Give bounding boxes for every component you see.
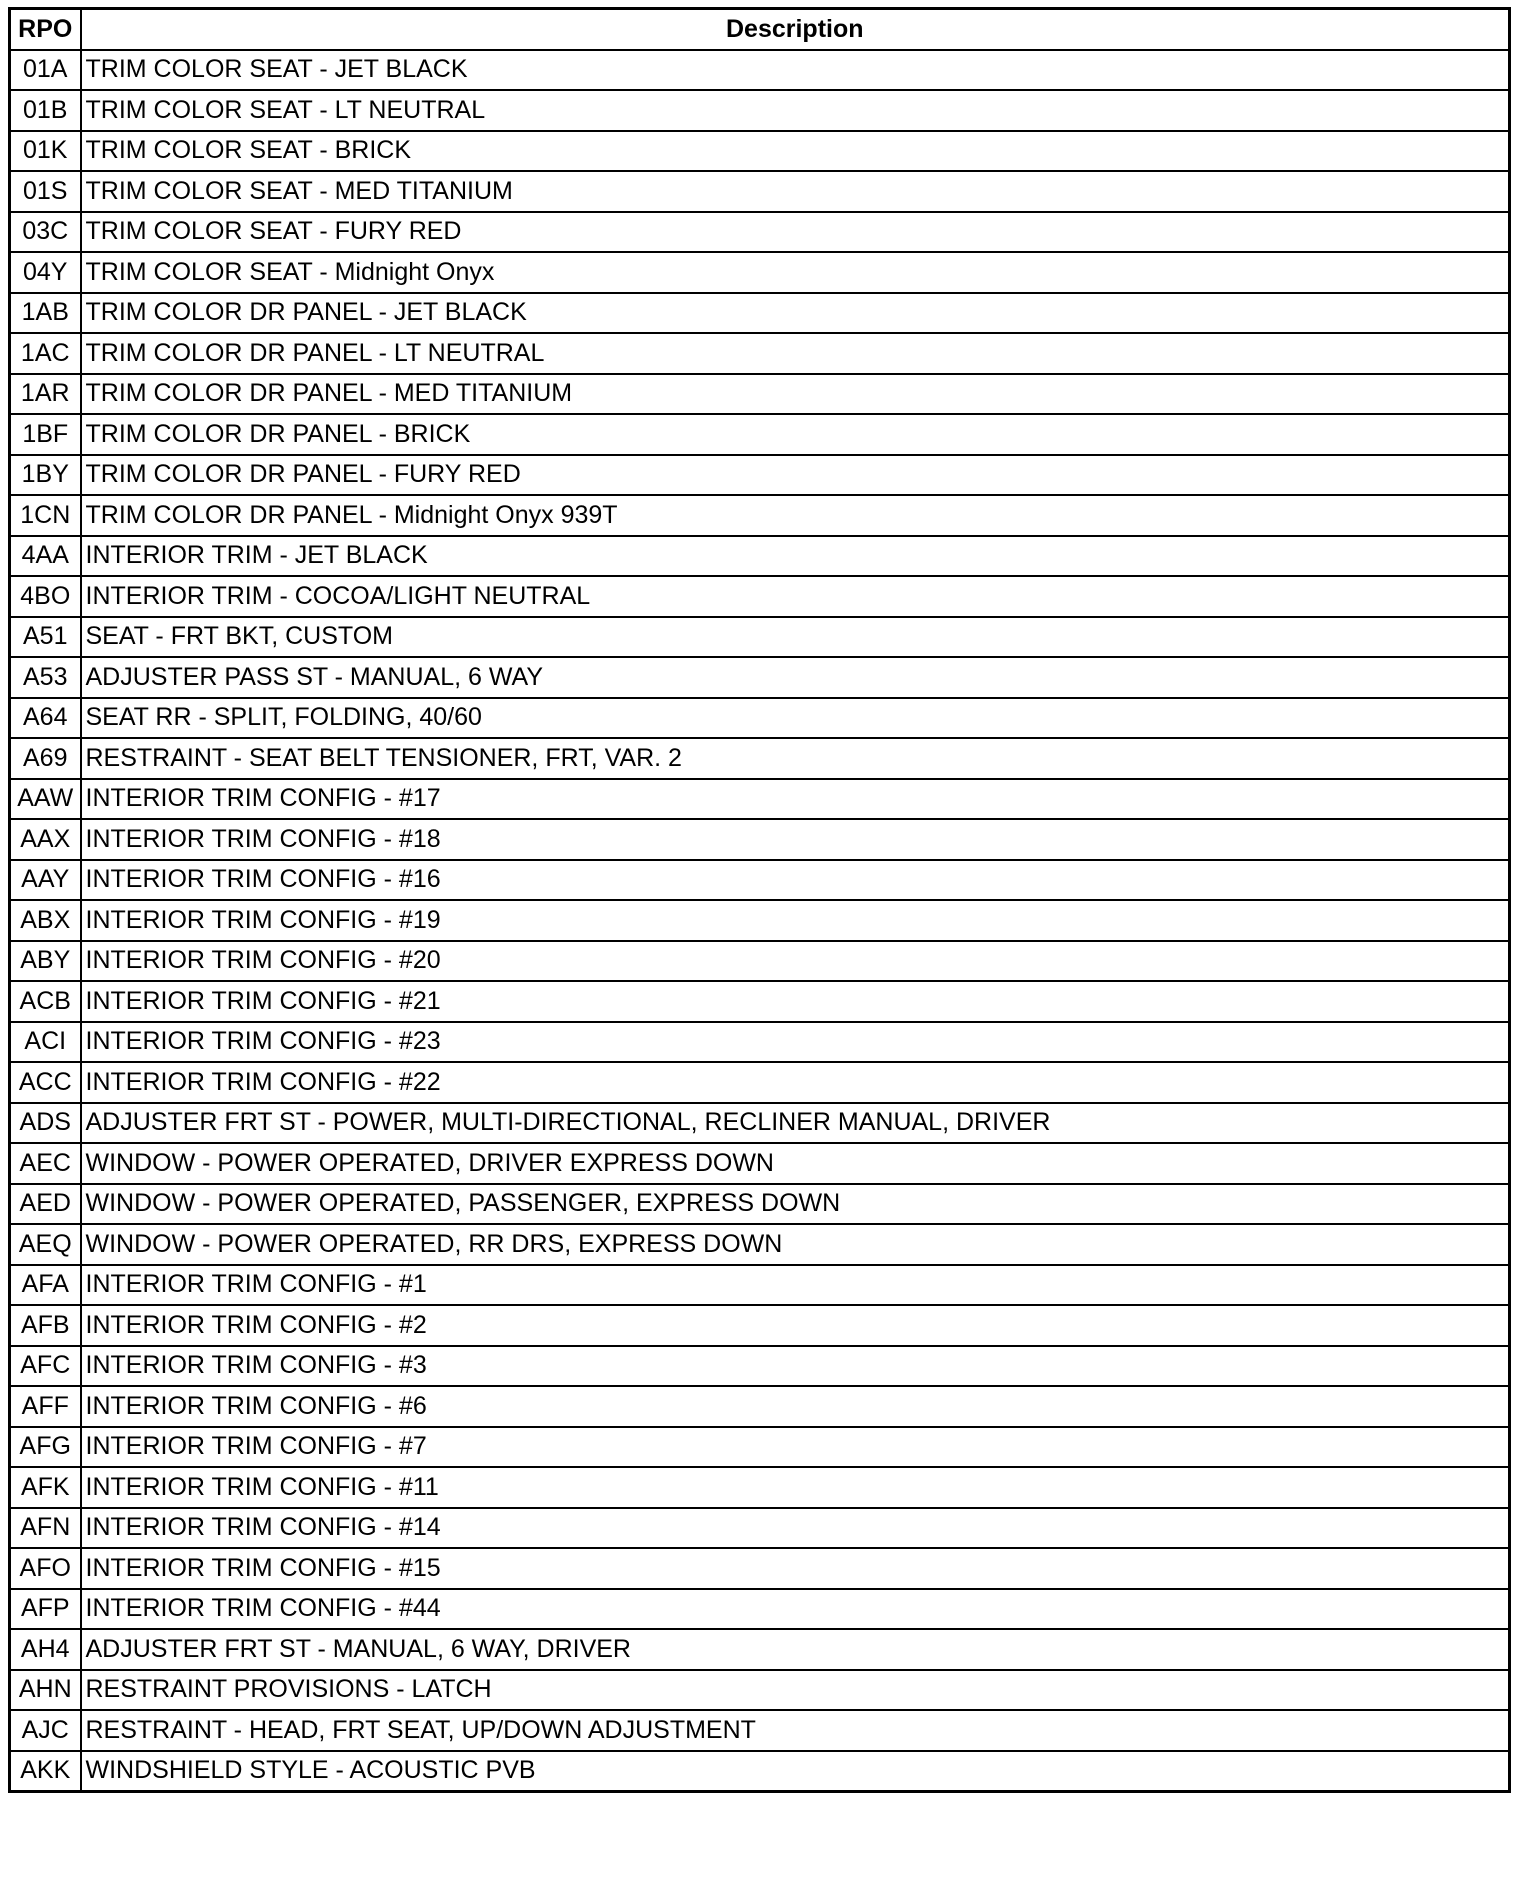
description-cell: WINDOW - POWER OPERATED, PASSENGER, EXPRESS DOWN: [81, 1184, 1510, 1225]
rpo-code-cell: AED: [10, 1184, 81, 1225]
table-row: [10, 131, 1510, 172]
rpo-code-cell: AFB: [10, 1305, 81, 1346]
table-body: [10, 50, 1510, 1792]
rpo-code-cell: 01K: [10, 131, 81, 172]
header-description: Description: [81, 9, 1510, 50]
description-cell: INTERIOR TRIM - COCOA/LIGHT NEUTRAL: [81, 576, 1510, 617]
rpo-code-cell: A69: [10, 738, 81, 779]
description-cell: TRIM COLOR SEAT - LT NEUTRAL: [81, 90, 1510, 131]
table-row: [10, 1265, 1510, 1306]
table-row: [10, 1143, 1510, 1184]
rpo-code-cell: ACI: [10, 1022, 81, 1063]
rpo-code-cell: 01B: [10, 90, 81, 131]
table-row: [10, 90, 1510, 131]
table-row: [10, 779, 1510, 820]
rpo-code-cell: 01S: [10, 171, 81, 212]
description-cell: RESTRAINT - SEAT BELT TENSIONER, FRT, VAR. 2: [81, 738, 1510, 779]
description-cell: TRIM COLOR SEAT - FURY RED: [81, 212, 1510, 253]
description-cell: ADJUSTER FRT ST - MANUAL, 6 WAY, DRIVER: [81, 1629, 1510, 1670]
description-cell: INTERIOR TRIM CONFIG - #14: [81, 1508, 1510, 1549]
description-cell: TRIM COLOR DR PANEL - JET BLACK: [81, 293, 1510, 334]
header-row: [10, 9, 1510, 50]
table-row: [10, 1427, 1510, 1468]
table-row: [10, 333, 1510, 374]
rpo-table: [8, 7, 1511, 1793]
table-row: [10, 252, 1510, 293]
table-row: [10, 1508, 1510, 1549]
rpo-code-cell: AFN: [10, 1508, 81, 1549]
description-cell: INTERIOR TRIM CONFIG - #22: [81, 1062, 1510, 1103]
description-cell: WINDOW - POWER OPERATED, RR DRS, EXPRESS DOWN: [81, 1224, 1510, 1265]
description-cell: INTERIOR TRIM - JET BLACK: [81, 536, 1510, 577]
table-row: [10, 819, 1510, 860]
rpo-code-cell: A53: [10, 657, 81, 698]
rpo-code-cell: 03C: [10, 212, 81, 253]
table-row: [10, 1103, 1510, 1144]
description-cell: INTERIOR TRIM CONFIG - #7: [81, 1427, 1510, 1468]
rpo-code-cell: AFK: [10, 1467, 81, 1508]
description-cell: TRIM COLOR DR PANEL - FURY RED: [81, 455, 1510, 496]
description-cell: SEAT RR - SPLIT, FOLDING, 40/60: [81, 698, 1510, 739]
table-row: [10, 1386, 1510, 1427]
table-row: [10, 1670, 1510, 1711]
table-row: [10, 212, 1510, 253]
rpo-code-cell: ACB: [10, 981, 81, 1022]
rpo-code-cell: 4BO: [10, 576, 81, 617]
table-row: [10, 1751, 1510, 1792]
table-row: [10, 1548, 1510, 1589]
description-cell: SEAT - FRT BKT, CUSTOM: [81, 617, 1510, 658]
rpo-code-cell: AJC: [10, 1710, 81, 1751]
description-cell: INTERIOR TRIM CONFIG - #3: [81, 1346, 1510, 1387]
table-row: [10, 738, 1510, 779]
description-cell: INTERIOR TRIM CONFIG - #19: [81, 900, 1510, 941]
rpo-code-cell: 4AA: [10, 536, 81, 577]
description-cell: TRIM COLOR DR PANEL - Midnight Onyx 939T: [81, 495, 1510, 536]
description-cell: TRIM COLOR SEAT - JET BLACK: [81, 50, 1510, 91]
table-row: [10, 657, 1510, 698]
rpo-code-cell: ABY: [10, 941, 81, 982]
rpo-code-cell: AAY: [10, 860, 81, 901]
description-cell: INTERIOR TRIM CONFIG - #17: [81, 779, 1510, 820]
description-cell: RESTRAINT - HEAD, FRT SEAT, UP/DOWN ADJUSTMENT: [81, 1710, 1510, 1751]
table-row: [10, 1589, 1510, 1630]
rpo-code-cell: AFP: [10, 1589, 81, 1630]
description-cell: INTERIOR TRIM CONFIG - #44: [81, 1589, 1510, 1630]
rpo-code-cell: 04Y: [10, 252, 81, 293]
description-cell: TRIM COLOR SEAT - Midnight Onyx: [81, 252, 1510, 293]
description-cell: TRIM COLOR SEAT - BRICK: [81, 131, 1510, 172]
table-row: [10, 1062, 1510, 1103]
rpo-code-cell: 1CN: [10, 495, 81, 536]
header-rpo: RPO: [10, 9, 81, 50]
rpo-code-cell: 1AC: [10, 333, 81, 374]
rpo-code-cell: AFA: [10, 1265, 81, 1306]
description-cell: INTERIOR TRIM CONFIG - #6: [81, 1386, 1510, 1427]
description-cell: INTERIOR TRIM CONFIG - #23: [81, 1022, 1510, 1063]
rpo-code-cell: AAX: [10, 819, 81, 860]
table-row: [10, 1467, 1510, 1508]
table-row: [10, 1305, 1510, 1346]
table-row: [10, 414, 1510, 455]
rpo-code-cell: AFO: [10, 1548, 81, 1589]
description-cell: ADJUSTER PASS ST - MANUAL, 6 WAY: [81, 657, 1510, 698]
description-cell: INTERIOR TRIM CONFIG - #15: [81, 1548, 1510, 1589]
rpo-code-cell: ABX: [10, 900, 81, 941]
rpo-code-cell: AFF: [10, 1386, 81, 1427]
rpo-code-cell: A64: [10, 698, 81, 739]
description-cell: TRIM COLOR DR PANEL - BRICK: [81, 414, 1510, 455]
description-cell: ADJUSTER FRT ST - POWER, MULTI-DIRECTIONAL, RECLINER MANUAL, DRIVER: [81, 1103, 1510, 1144]
description-cell: INTERIOR TRIM CONFIG - #1: [81, 1265, 1510, 1306]
description-cell: INTERIOR TRIM CONFIG - #20: [81, 941, 1510, 982]
description-cell: RESTRAINT PROVISIONS - LATCH: [81, 1670, 1510, 1711]
rpo-code-cell: ADS: [10, 1103, 81, 1144]
rpo-code-cell: 1AB: [10, 293, 81, 334]
table-row: [10, 455, 1510, 496]
table-header: [10, 9, 1510, 50]
rpo-code-cell: ACC: [10, 1062, 81, 1103]
table-row: [10, 50, 1510, 91]
rpo-code-cell: 1BY: [10, 455, 81, 496]
rpo-code-cell: A51: [10, 617, 81, 658]
table-row: [10, 698, 1510, 739]
table-row: [10, 941, 1510, 982]
description-cell: TRIM COLOR SEAT - MED TITANIUM: [81, 171, 1510, 212]
description-cell: INTERIOR TRIM CONFIG - #11: [81, 1467, 1510, 1508]
rpo-code-cell: AH4: [10, 1629, 81, 1670]
table-row: [10, 171, 1510, 212]
description-cell: INTERIOR TRIM CONFIG - #16: [81, 860, 1510, 901]
rpo-code-cell: 01A: [10, 50, 81, 91]
table-row: [10, 1184, 1510, 1225]
rpo-code-cell: 1AR: [10, 374, 81, 415]
table-row: [10, 495, 1510, 536]
rpo-code-cell: AEC: [10, 1143, 81, 1184]
description-cell: INTERIOR TRIM CONFIG - #21: [81, 981, 1510, 1022]
table-row: [10, 1224, 1510, 1265]
rpo-code-cell: AFC: [10, 1346, 81, 1387]
description-cell: WINDSHIELD STYLE - ACOUSTIC PVB: [81, 1751, 1510, 1792]
table-row: [10, 536, 1510, 577]
table-row: [10, 293, 1510, 334]
rpo-code-cell: AEQ: [10, 1224, 81, 1265]
description-cell: INTERIOR TRIM CONFIG - #2: [81, 1305, 1510, 1346]
table-row: [10, 1346, 1510, 1387]
description-cell: TRIM COLOR DR PANEL - MED TITANIUM: [81, 374, 1510, 415]
table-row: [10, 1629, 1510, 1670]
rpo-code-cell: 1BF: [10, 414, 81, 455]
table-row: [10, 1710, 1510, 1751]
table-row: [10, 374, 1510, 415]
table-row: [10, 1022, 1510, 1063]
table-row: [10, 981, 1510, 1022]
table-row: [10, 617, 1510, 658]
rpo-code-cell: AFG: [10, 1427, 81, 1468]
table-row: [10, 576, 1510, 617]
table-row: [10, 860, 1510, 901]
description-cell: WINDOW - POWER OPERATED, DRIVER EXPRESS DOWN: [81, 1143, 1510, 1184]
rpo-code-cell: AHN: [10, 1670, 81, 1711]
rpo-code-cell: AAW: [10, 779, 81, 820]
table-row: [10, 900, 1510, 941]
rpo-code-cell: AKK: [10, 1751, 81, 1792]
description-cell: TRIM COLOR DR PANEL - LT NEUTRAL: [81, 333, 1510, 374]
description-cell: INTERIOR TRIM CONFIG - #18: [81, 819, 1510, 860]
